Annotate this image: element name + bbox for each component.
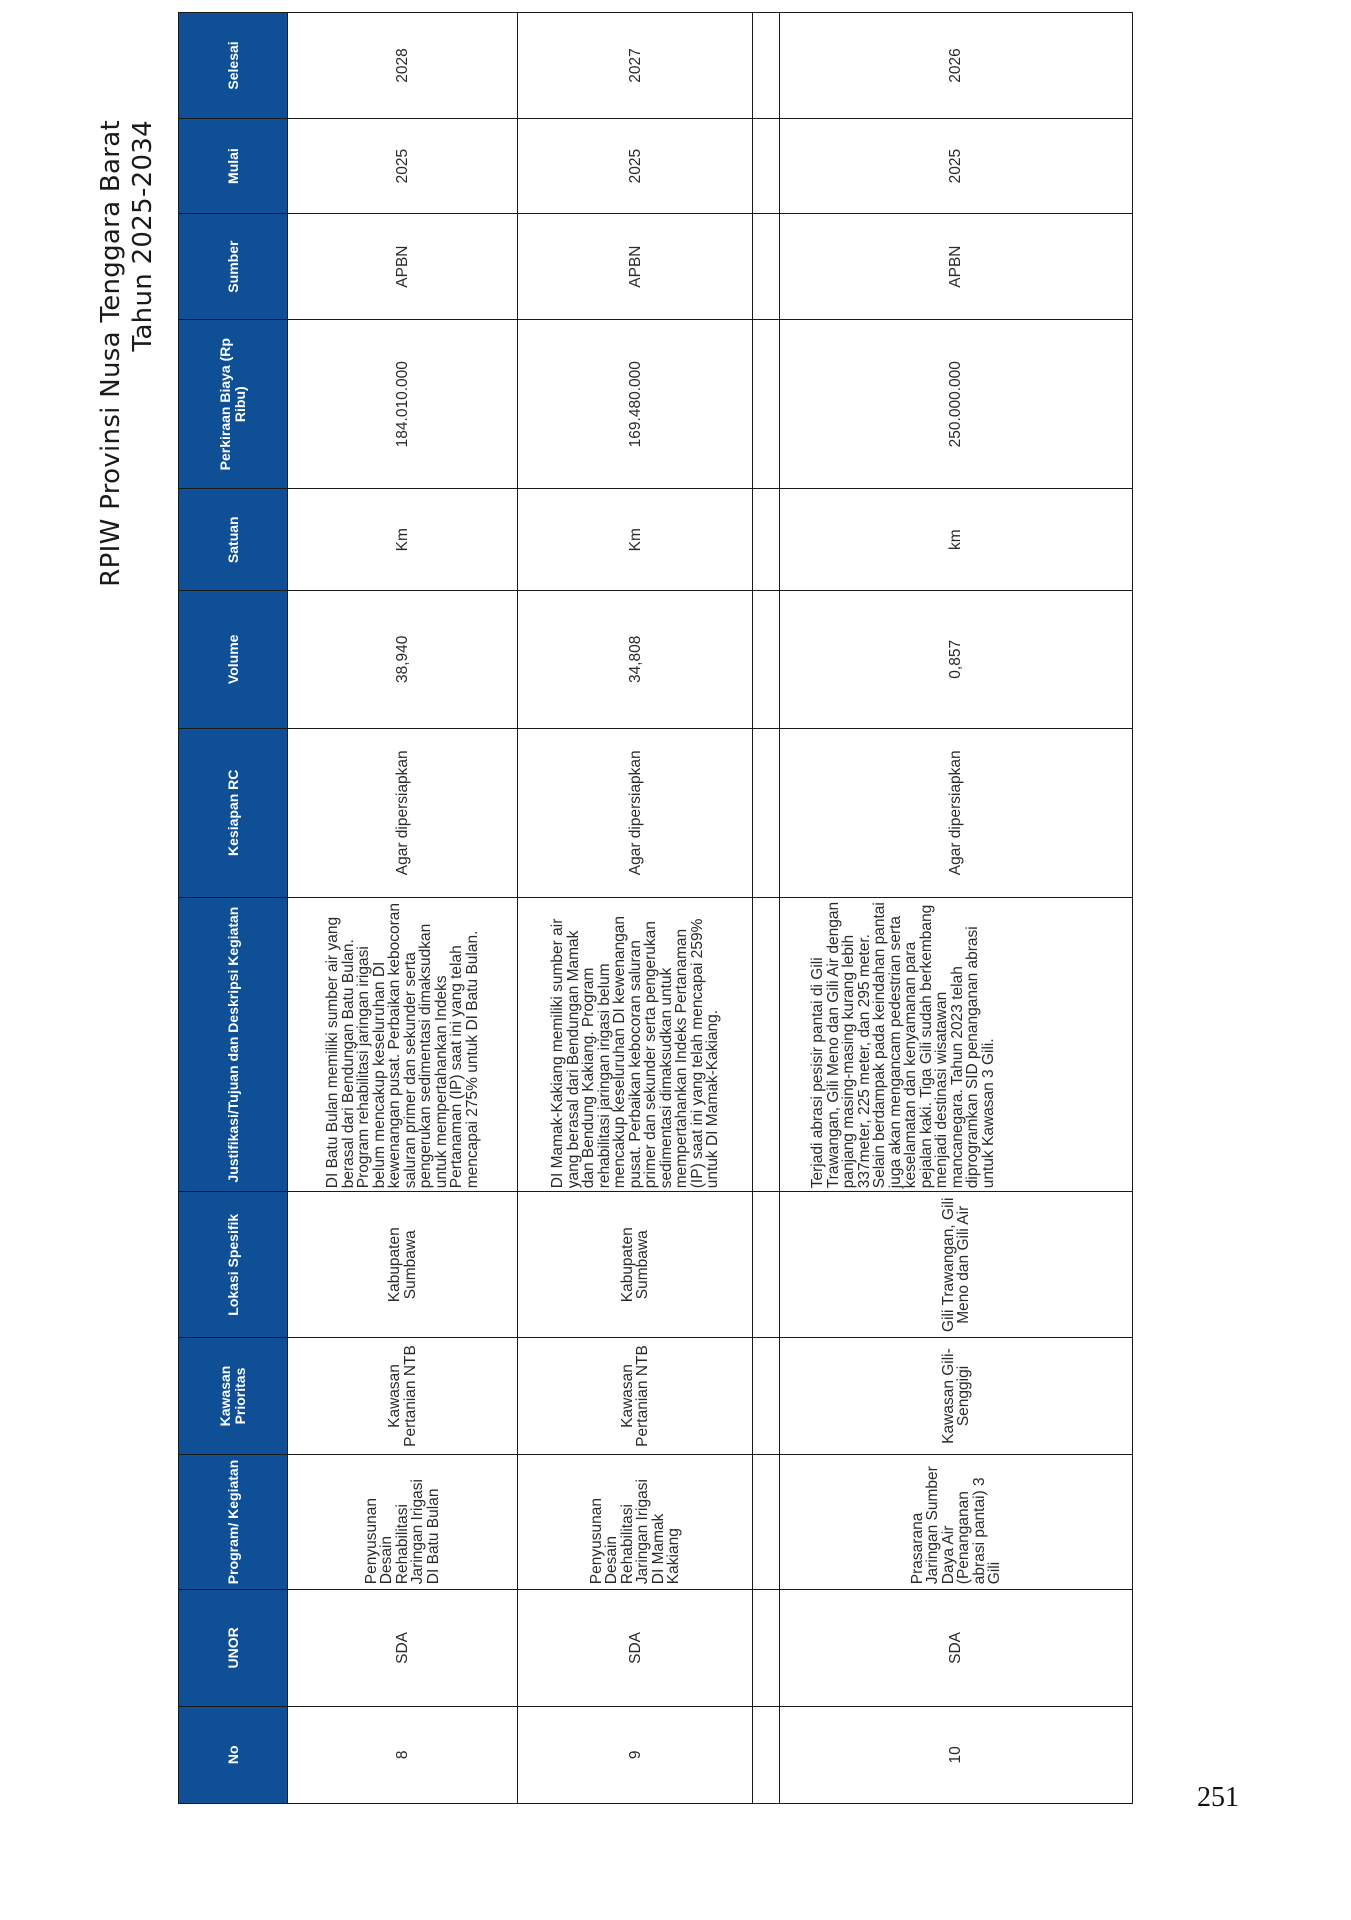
cell-selesai: 2028 — [288, 13, 518, 119]
cell-volume: 38,940 — [288, 591, 518, 729]
cell-lokasi: Gili Trawangan, Gili Meno dan Gili Air — [780, 1192, 1133, 1338]
table-header-row — [179, 13, 288, 1804]
cell-unor: SDA — [288, 1590, 518, 1706]
page-number: 251 — [1197, 1782, 1239, 1813]
cell-lokasi: Kabupaten Sumbawa — [288, 1192, 518, 1338]
cell-no: 8 — [288, 1706, 518, 1803]
col-header-satuan: Satuan — [179, 489, 288, 591]
document-title — [95, 120, 159, 780]
cell-unor: SDA — [780, 1590, 1133, 1706]
cell-satuan: km — [780, 489, 1133, 591]
cell-selesai: 2026 — [780, 13, 1133, 119]
col-header-volume: Volume — [179, 591, 288, 729]
cell-mulai: 2025 — [518, 118, 753, 213]
cell-sumber: APBN — [780, 214, 1133, 320]
col-header-selesai: Selesai — [179, 13, 288, 119]
cell-satuan: Km — [518, 489, 753, 591]
title-line-2: Tahun 2025-2034 — [128, 120, 158, 352]
col-header-kesiapan: Kesiapan RC — [179, 728, 288, 897]
col-header-mulai: Mulai — [179, 118, 288, 213]
cell-program: Prasarana Jaringan Sumber Daya Air (Penanganan abrasi pantai) 3 Gili — [780, 1454, 1133, 1589]
cell-sumber: APBN — [518, 214, 753, 320]
cell-kawasan: Kawasan Pertanian NTB — [288, 1338, 518, 1454]
cell-biaya: 250.000.000 — [780, 320, 1133, 489]
col-header-justifikasi: Justifikasi/Tujuan dan Deskripsi Kegiatan — [179, 897, 288, 1191]
cell-mulai: 2025 — [780, 118, 1133, 213]
cell-biaya: 184.010.000 — [288, 320, 518, 489]
table-row — [288, 13, 518, 1804]
col-header-unor: UNOR — [179, 1590, 288, 1706]
col-header-program: Program/ Kegiatan — [179, 1454, 288, 1589]
col-header-kawasan: Kawasan Prioritas — [179, 1338, 288, 1454]
cell-no: 9 — [518, 1706, 753, 1803]
cell-justifikasi: Terjadi abrasi pesisir pantai di Gili Trawangan, Gili Meno dan Gili Air dengan panjang masing-masing kurang lebih 337meter, 225 meter, dan 295 meter. Selain berdampak pada keindahan pantai juga akan mengancam pedestrian serta keselamatan dan kenyamanan para pejalan kaki. Tiga Gili sudah berkembang menjadi destinasi wisatawan mancanegara. Tahun 2023 telah diprogramkan SID penanganan abrasi untuk Kawasan 3 Gili. — [780, 897, 1133, 1191]
table-row — [780, 13, 1133, 1804]
cell-unor: SDA — [518, 1590, 753, 1706]
cell-justifikasi: DI Batu Bulan memiliki sumber air yang berasal dari Bendungan Batu Bulan. Program rehabilitasi jaringan irigasi belum mencakup keseluruhan DI kewenangan pusat. Perbaikan kebocoran saluran primer dan sekunder serta pengerukan sedimentasi dimaksudkan untuk mempertahankan Indeks Pertanaman (IP) saat ini yang telah mencapai 275% untuk DI Batu Bulan. — [288, 897, 518, 1191]
cell-kesiapan: Agar dipersiapkan — [518, 728, 753, 897]
col-header-sumber: Sumber — [179, 214, 288, 320]
title-line-1: RPIW Provinsi Nusa Tenggara Barat — [96, 120, 126, 587]
cell-selesai: 2027 — [518, 13, 753, 119]
table-spacer-row — [753, 13, 780, 1804]
cell-no: 10 — [780, 1706, 1133, 1803]
cell-sumber: APBN — [288, 214, 518, 320]
cell-kawasan: Kawasan Gili-Senggigi — [780, 1338, 1133, 1454]
cell-kesiapan: Agar dipersiapkan — [780, 728, 1133, 897]
cell-mulai: 2025 — [288, 118, 518, 213]
table-row — [518, 13, 753, 1804]
col-header-lokasi: Lokasi Spesifik — [179, 1192, 288, 1338]
cell-satuan: Km — [288, 489, 518, 591]
cell-lokasi: Kabupaten Sumbawa — [518, 1192, 753, 1338]
cell-program: Penyusunan Desain Rehabilitasi Jaringan Irigasi DI Mamak Kakiang — [518, 1454, 753, 1589]
cell-volume: 34,808 — [518, 591, 753, 729]
cell-kesiapan: Agar dipersiapkan — [288, 728, 518, 897]
cell-kawasan: Kawasan Pertanian NTB — [518, 1338, 753, 1454]
cell-volume: 0,857 — [780, 591, 1133, 729]
cell-biaya: 169.480.000 — [518, 320, 753, 489]
cell-justifikasi: DI Mamak-Kakiang memiliki sumber air yang berasal dari Bendungan Mamak dan Bendung Kakiang. Program rehabilitasi jaringan irigasi belum mencakup keseluruhan DI kewenangan pusat. Perbaikan kebocoran saluran primer dan sekunder serta pengerukan sedimentasi dimaksudkan untuk mempertahankan Indeks Pertanaman (IP) saat ini yang telah mencapai 259% untuk DI Mamak-Kakiang. — [518, 897, 753, 1191]
col-header-biaya: Perkiraan Biaya (Rp Ribu) — [179, 320, 288, 489]
col-header-no: No — [179, 1706, 288, 1803]
cell-program: Penyusunan Desain Rehabilitasi Jaringan Irigasi DI Batu Bulan — [288, 1454, 518, 1589]
activity-table — [178, 12, 1133, 1804]
